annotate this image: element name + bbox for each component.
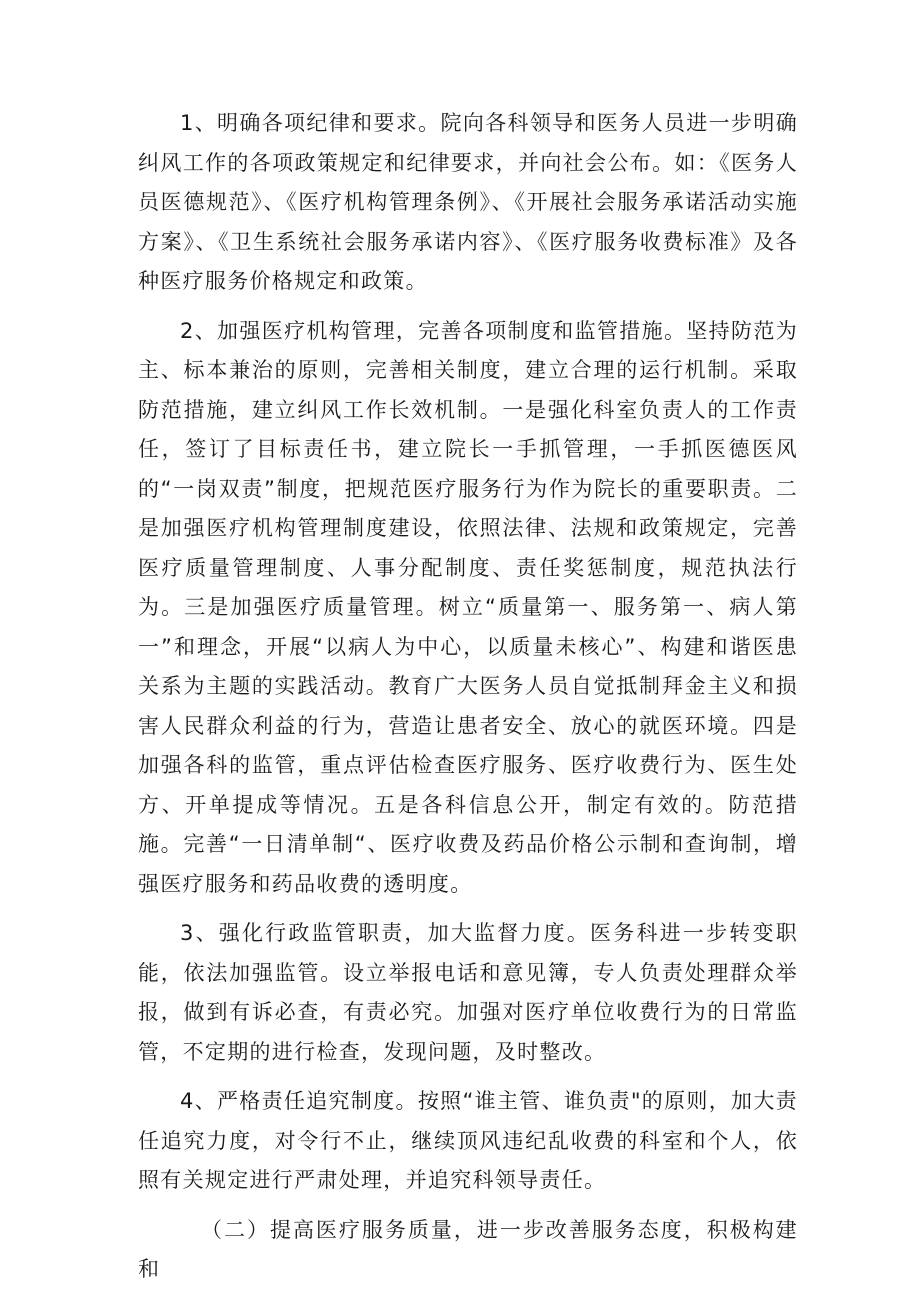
paragraph-item-4: 4、严格责任追究制度。按照“谁主管、谁负责"的原则，加大责任追究力度，对令行不止，继续顶风违纪乱收费的科室和个人，依照有关规定进行严肃处理，并追究科领导责任。 [138, 1089, 798, 1192]
document-body [138, 104, 798, 1300]
section-heading-two: （二）提高医疗服务质量，进一步改善服务态度，积极构建和 [138, 1217, 798, 1281]
paragraph-item-1: 1、明确各项纪律和要求。院向各科领导和医务人员进一步明确纠风工作的各项政策规定和纪律要求，并向社会公布。如：《医务人员医德规范》、《医疗机构管理条例》、《开展社会服务承诺活动实施方案》、《卫生系统社会服务承诺内容》、《医疗服务收费标准》及各种医疗服务价格规定和政策。 [138, 111, 798, 293]
paragraph-item-3: 3、强化行政监管职责，加大监督力度。医务科进一步转变职能，依法加强监管。设立举报电话和意见簿，专人负责处理群众举报，做到有诉必查，有责必究。加强对医疗单位收费行为的日常监管，不定期的进行检查，发现问题，及时整改。 [138, 921, 798, 1064]
paragraph-item-2: 2、加强医疗机构管理，完善各项制度和监管措施。坚持防范为主、标本兼治的原则，完善相关制度，建立合理的运行机制。采取防范措施，建立纠风工作长效机制。一是强化科室负责人的工作责任，签订了目标责任书，建立院长一手抓管理，一手抓医德医风的“一岗双责”制度，把规范医疗服务行为作为院长的重要职责。二是加强医疗机构管理制度建设，依照法律、法规和政策规定，完善医疗质量管理制度、人事分配制度、责任奖惩制度，规范执法行为。三是加强医疗质量管理。树立“质量第一、服务第一、病人第一”和理念，开展“以病人为中心，以质量未核心”、构建和谐医患关系为主题的实践活动。教育广大医务人员自觉抵制拜金主义和损害人民群众利益的行为，营造让患者安全、放心的就医环境。四是加强各科的监管，重点评估检查医疗服务、医疗收费行为、医生处方、开单提成等情况。五是各科信息公开，制定有效的。防范措施。完善“一日清单制“、医疗收费及药品价格公示制和查询制，增强医疗服务和药品收费的透明度。 [138, 318, 798, 896]
